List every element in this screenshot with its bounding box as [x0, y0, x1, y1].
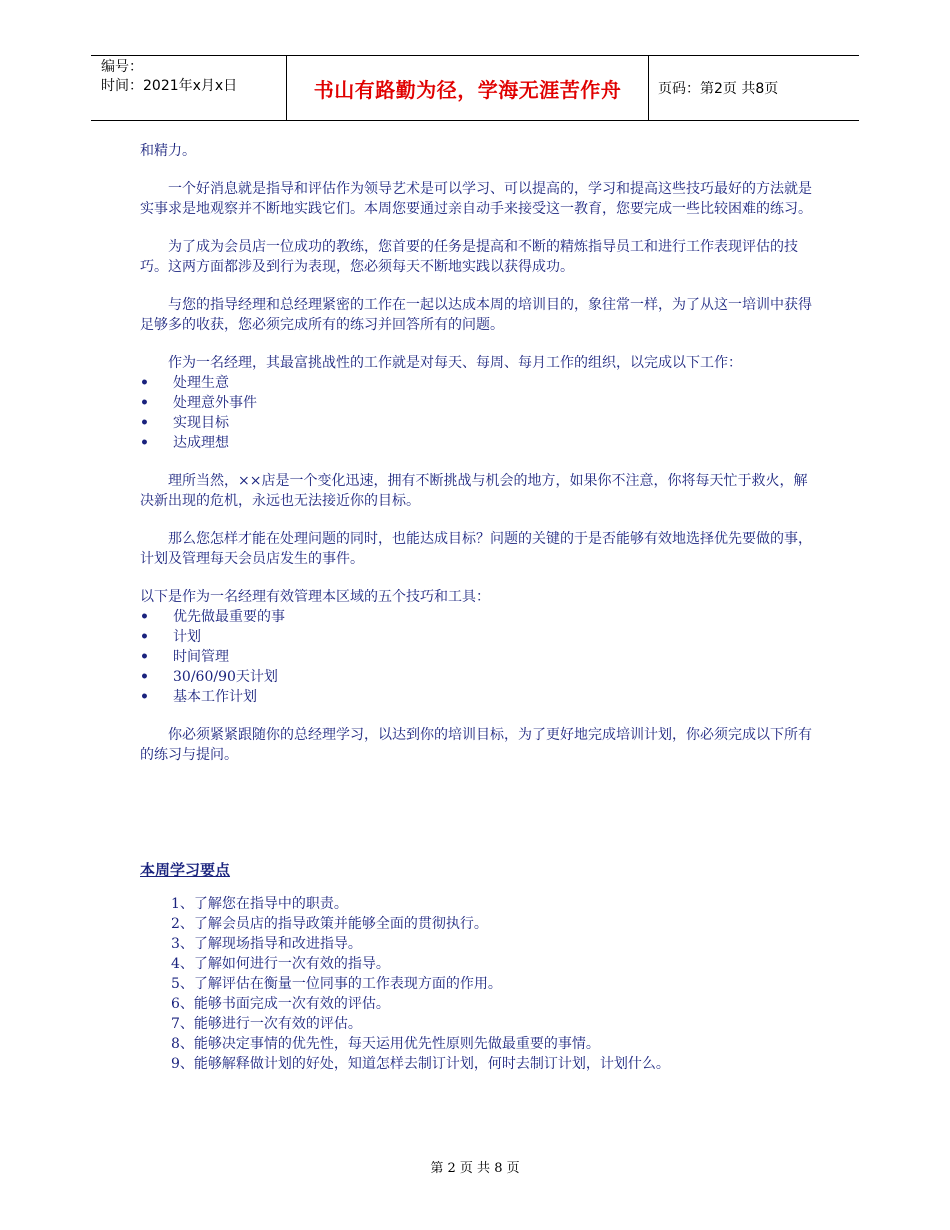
header-page-info: 页码：第2页 共8页: [658, 81, 779, 97]
list-item: 8、能够决定事情的优先性，每天运用优先性原则先做最重要的事情。: [171, 1036, 600, 1052]
tasks-bullet-list: [140, 373, 812, 453]
learning-points-list: [140, 894, 812, 1074]
page-footer: 第 2 页 共 8 页: [430, 1161, 520, 1176]
list-item: • 30/60/90天计划: [140, 667, 812, 687]
paragraph: 与您的指导经理和总经理紧密的工作在一起以达成本周的培训目的，象往常一样，为了从这一培训中获得足够多的收获，您必须完成所有的练习并回答所有的问题。: [140, 297, 812, 333]
list-item: 5、了解评估在衡量一位同事的工作表现方面的作用。: [171, 976, 502, 992]
doc-number-label: 编号：: [101, 59, 143, 75]
header-meta: [91, 56, 287, 120]
list-item: • 实现目标: [140, 413, 812, 433]
list-item: 4、了解如何进行一次有效的指导。: [171, 956, 390, 972]
list-item: 9、能够解释做计划的好处，知道怎样去制订计划，何时去制订计划，计划什么。: [171, 1056, 670, 1072]
list-item: 7、能够进行一次有效的评估。: [171, 1016, 362, 1032]
paragraph: 一个好消息就是指导和评估作为领导艺术是可以学习、可以提高的，学习和提高这些技巧最好的方法就是实事求是地观察并不断地实践它们。本周您要通过亲自动手来接受这一教育，您要完成一些比较困难的练习。: [140, 181, 812, 217]
paragraph: 那么您怎样才能在处理问题的同时，也能达成目标？问题的关键的于是否能够有效地选择优先要做的事，计划及管理每天会员店发生的事件。: [140, 531, 812, 567]
list-item: 2、了解会员店的指导政策并能够全面的贯彻执行。: [171, 916, 488, 932]
paragraph: 理所当然，××店是一个变化迅速，拥有不断挑战与机会的地方，如果你不注意，你将每天忙于救火，解决新出现的危机，永远也无法接近你的目标。: [140, 473, 808, 509]
list-item: 6、能够书面完成一次有效的评估。: [171, 996, 390, 1012]
list-item: 1、了解您在指导中的职责。: [171, 896, 348, 912]
paragraph: 为了成为会员店一位成功的教练，您首要的任务是提高和不断的精炼指导员工和进行工作表现评估的技巧。这两方面都涉及到行为表现，您必须每天不断地实践以获得成功。: [140, 239, 798, 275]
tools-bullet-list: [140, 607, 812, 707]
list-item: • 时间管理: [140, 647, 812, 667]
header-motto: 书山有路勤为径，学海无涯苦作舟: [287, 56, 649, 120]
list-item: 3、了解现场指导和改进指导。: [171, 936, 362, 952]
section-title: 本周学习要点: [140, 861, 231, 879]
paragraph: 你必须紧紧跟随你的总经理学习，以达到你的培训目标，为了更好地完成培训计划，你必须完成以下所有的练习与提问。: [140, 727, 812, 763]
list-item: • 基本工作计划: [140, 687, 812, 707]
document-body: [140, 141, 812, 1074]
list-item: • 达成理想: [140, 433, 812, 453]
paragraph: 以下是作为一名经理有效管理本区域的五个技巧和工具：: [140, 589, 490, 605]
page-header: [91, 55, 859, 121]
list-item: • 计划: [140, 627, 812, 647]
list-item: • 处理意外事件: [140, 393, 812, 413]
paragraph: 作为一名经理，其最富挑战性的工作就是对每天、每周、每月工作的组织，以完成以下工作：: [168, 355, 742, 371]
paragraph: 和精力。: [140, 143, 196, 159]
doc-time-label: 时间：2021年x月x日: [101, 78, 238, 94]
list-item: • 处理生意: [140, 373, 812, 393]
list-item: • 优先做最重要的事: [140, 607, 812, 627]
